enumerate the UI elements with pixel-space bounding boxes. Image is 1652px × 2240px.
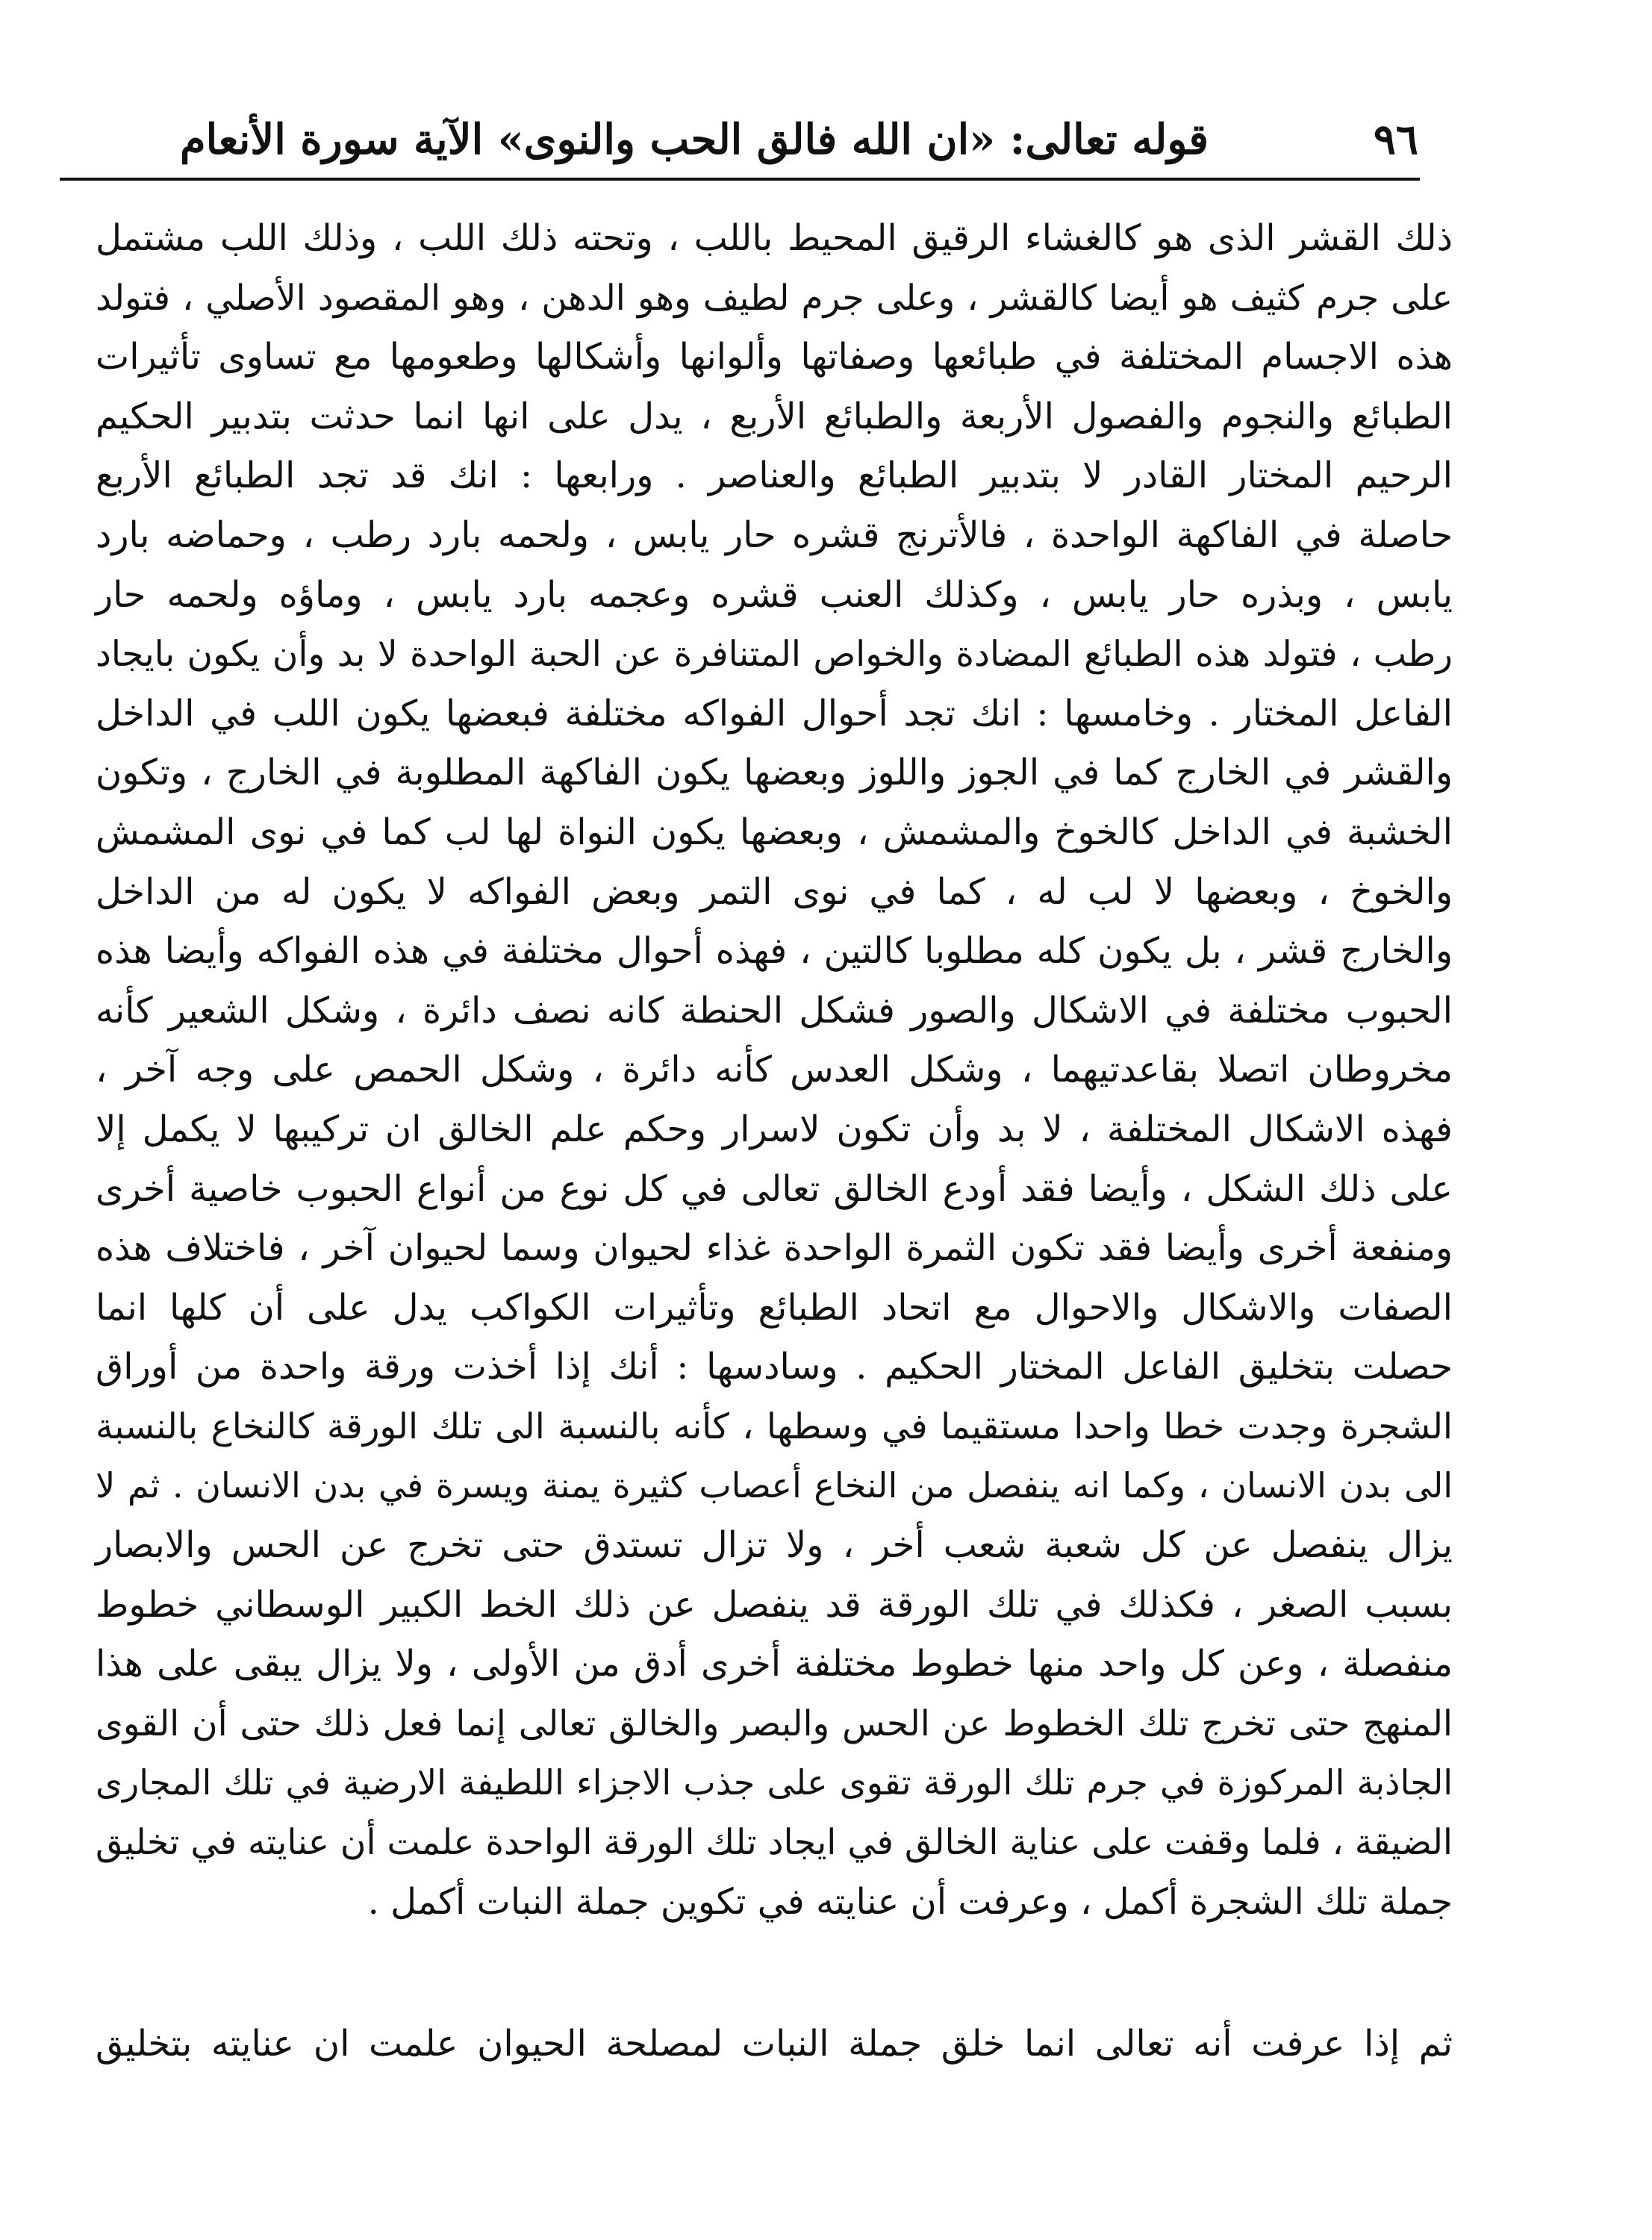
text-line: هذه الاجسام المختلفة في طبائعها وصفاتها وألوانها وأشكالها وطعومها مع تساوى تأثيرات xyxy=(96,336,1453,378)
text-line: رطب ، فتولد هذه الطبائع المضادة والخواص المتنافرة عن الحبة الواحدة لا بد وأن يكون بايجاد xyxy=(96,634,1453,676)
text-line: حاصلة في الفاكهة الواحدة ، فالأترنج قشره حار يابس ، ولحمه بارد رطب ، وحماضه بارد xyxy=(96,514,1453,556)
text-line: جملة تلك الشجرة أكمل ، وعرفت أن عنايته في تكوين جملة النبات أكمل . xyxy=(367,1880,1453,1923)
text-line: الحبوب مختلفة في الاشكال والصور فشكل الحنطة كانه نصف دائرة ، وشكل الشعير كأنه xyxy=(96,989,1453,1032)
text-line: يزال ينفصل عن كل شعبة شعب أخر ، ولا تزال تستدق حتى تخرج عن الحس والابصار xyxy=(96,1524,1453,1567)
text-line: الضيقة ، فلما وقفت على عناية الخالق في ايجاد تلك الورقة الواحدة علمت أن عنايته في تخليق xyxy=(96,1822,1453,1864)
text-line: والخارج قشر ، بل يكون كله مطلوبا كالتين ، فهذه أحوال مختلفة في هذه الفواكه وأيضا هذه xyxy=(96,930,1453,973)
text-line: منفصلة ، وعن كل واحد منها خطوط مختلفة أخرى أدق من الأولى ، ولا يزال يبقى على هذا xyxy=(96,1643,1453,1685)
text-line: مخروطان اتصلا بقاعدتيهما ، وشكل العدس كأنه دائرة ، وشكل الحمص على وجه آخر ، xyxy=(96,1049,1453,1091)
text-line: الجاذبة المركوزة في جرم تلك الورقة تقوى على جذب الاجزاء اللطيفة الارضية في تلك المجارى xyxy=(96,1762,1453,1803)
text-line: على جرم كثيف هو أيضا كالقشر ، وعلى جرم لطيف وهو الدهن ، وهو المقصود الأصلي ، فتولد xyxy=(96,277,1453,319)
text-line: الطبائع والنجوم والفصول الأربعة والطبائع الأربع ، يدل على انها انما حدثت بتدبير الحكيم xyxy=(96,395,1453,437)
header-rule xyxy=(60,178,1420,181)
text-line: الشجرة وجدت خطا واحدا مستقيما في وسطها ، كأنه بالنسبة الى تلك الورقة كالنخاع بالنسبة xyxy=(96,1406,1453,1447)
closing-line: ثم إذا عرفت أنه تعالى انما خلق جملة النبات لمصلحة الحيوان علمت ان عنايته بتخليق xyxy=(96,2023,1453,2065)
text-line: يابس ، وبذره حار يابس ، وكذلك العنب قشره وعجمه بارد يابس ، وماؤه ولحمه حار xyxy=(96,573,1453,616)
text-line: والخوخ ، وبعضها لا لب له ، كما في نوى التمر وبعض الفواكه لا يكون له من الداخل xyxy=(96,870,1453,913)
text-line: الى بدن الانسان ، وكما انه ينفصل من النخاع أعصاب كثيرة يمنة ويسرة في بدن الانسان . ثم لا xyxy=(96,1465,1453,1506)
page-number: ٩٦ xyxy=(1373,115,1418,164)
text-line: بسبب الصغر ، فكذلك في تلك الورقة قد ينفصل عن ذلك الخط الكبير الوسطاني خطوط xyxy=(96,1583,1453,1626)
text-line: الرحيم المختار القادر لا بتدبير الطبائع والعناصر . ورابعها : انك قد تجد الطبائع الأربع xyxy=(96,455,1453,497)
running-title: قوله تعالى: «ان الله فالق الحب والنوى» الآية سورة الأنعام xyxy=(179,115,1209,164)
text-line: المنهج حتى تخرج تلك الخطوط عن الحس والبصر والخالق تعالى إنما فعل ذلك حتى أن القوى xyxy=(96,1703,1453,1744)
body-text xyxy=(96,209,1453,1932)
text-line: فهذه الاشكال المختلفة ، لا بد وأن تكون لاسرار وحكم علم الخالق ان تركيبها لا يكمل إلا xyxy=(96,1108,1453,1150)
text-line: والقشر في الخارج كما في الجوز واللوز وبعضها يكون الفاكهة المطلوبة في الخارج ، وتكون xyxy=(96,752,1453,794)
text-line: حصلت بتخليق الفاعل المختار الحكيم . وسادسها : أنك إذا أخذت ورقة واحدة من أوراق xyxy=(96,1346,1453,1388)
text-line: على ذلك الشكل ، وأيضا فقد أودع الخالق تعالى في كل نوع من أنواع الحبوب خاصية أخرى xyxy=(96,1167,1453,1210)
text-line: الصفات والاشكال والاحوال مع اتحاد الطبائع وتأثيرات الكواكب يدل على أن كلها انما xyxy=(96,1286,1453,1329)
text-line: ذلك القشر الذى هو كالغشاء الرقيق المحيط باللب ، وتحته ذلك اللب ، وذلك اللب مشتمل xyxy=(96,217,1453,259)
text-line: الفاعل المختار . وخامسها : انك تجد أحوال الفواكه مختلفة فبعضها يكون اللب في الداخل xyxy=(96,692,1453,734)
text-line: الخشبة في الداخل كالخوخ والمشمش ، وبعضها يكون النواة لها لب كما في نوى المشمش xyxy=(96,811,1453,853)
text-line: ومنفعة أخرى وأيضا فقد تكون الثمرة الواحدة غذاء لحيوان وسما لحيوان آخر ، فاختلاف هذه xyxy=(96,1227,1453,1270)
page-header xyxy=(112,104,1418,179)
